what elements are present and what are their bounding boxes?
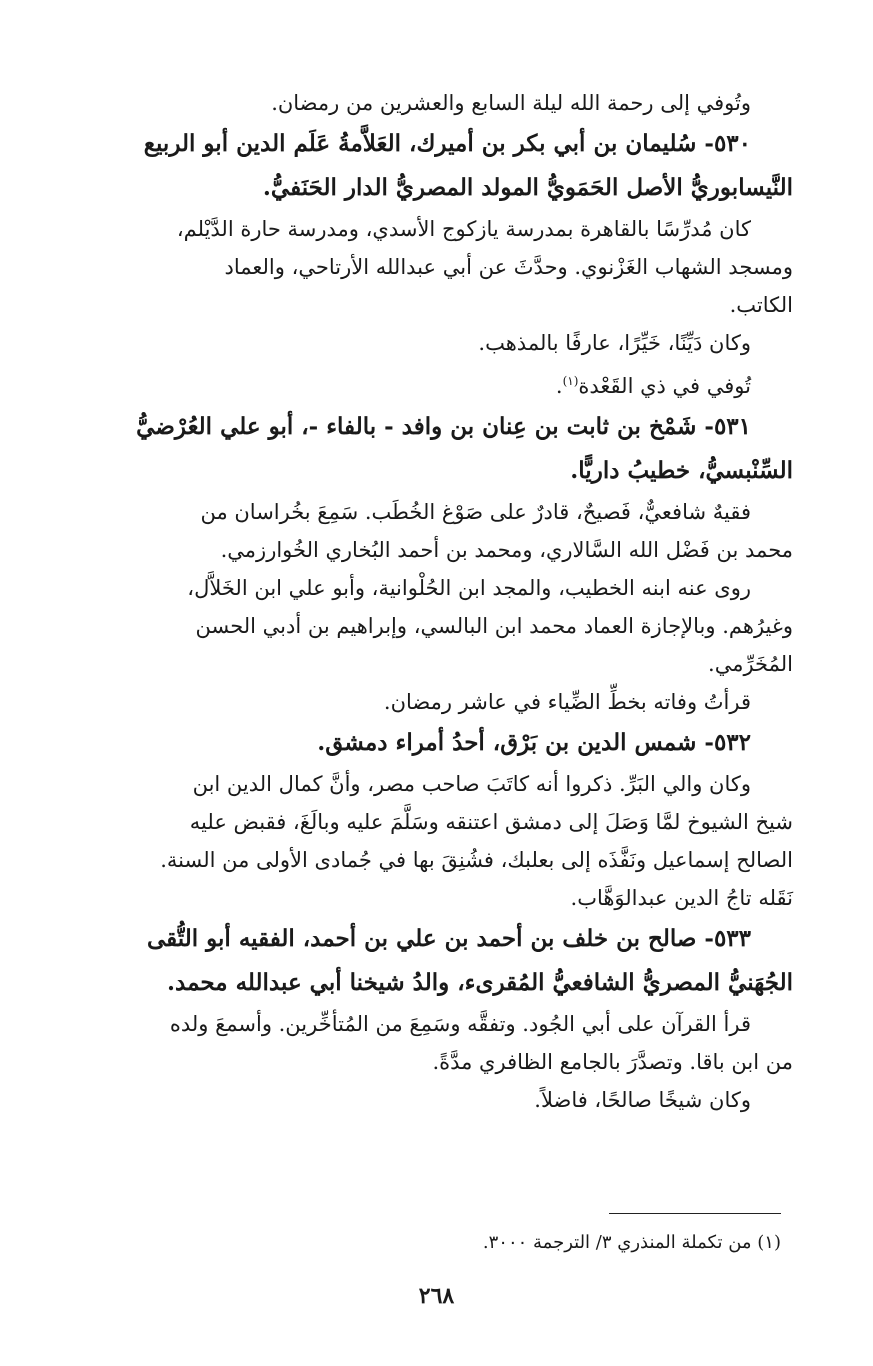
text-line: وكان دَيِّنًا، خَيِّرًا، عارفًا بالمذهب.: [478, 331, 751, 355]
entry-heading-531-cont: السِّنْبسيُّ، خطيبُ داريًّا.: [570, 457, 793, 484]
text-line: ومسجد الشهاب الغَزْنوي. وحدَّثَ عن أبي عبدالله الأرتاحي، والعماد: [224, 255, 793, 279]
footnote-divider: [609, 1213, 781, 1214]
text-line: وكان والي البَرِّ. ذكروا أنه كاتَبَ صاحب مصر، وأنَّ كمال الدين ابن: [192, 772, 751, 796]
entry-heading-533-cont: الجُهَنيُّ المصريُّ الشافعيُّ المُقرىء، والدُ شيخنا أبي عبدالله محمد.: [167, 969, 793, 996]
text-line: نَقَله تاجُ الدين عبدالوَهَّاب.: [570, 886, 793, 910]
text-line-with-footnote: [50, 362, 793, 405]
text-line: روى عنه ابنه الخطيب، والمجد ابن الحُلْوانية، وأبو علي ابن الخَلاَّل،: [187, 576, 751, 600]
footnote-marker: (١): [562, 374, 579, 388]
page-body: [50, 84, 793, 1119]
text-line: قرأ القرآن على أبي الجُود. وتفقَّه وسَمِعَ من المُتأخِّرين. وأسمعَ ولده: [169, 1012, 751, 1036]
text-line: قرأتُ وفاته بخطِّ الضِّياء في عاشر رمضان.: [383, 690, 751, 714]
entry-heading-530-cont: النَّيسابوريُّ الأصل الحَمَويُّ المولد المصريُّ الدار الحَنَفيُّ.: [262, 174, 793, 201]
text-segment: تُوفي في ذي القَعْدة: [578, 374, 751, 398]
footnote: (١) من تكملة المنذري ٣/ الترجمة ٣٠٠٠.: [482, 1232, 781, 1253]
entry-heading-533: ٥٣٣- صالح بن خلف بن أحمد بن علي بن أحمد، الفقيه أبو التُّقى: [146, 925, 751, 952]
text-line: كان مُدرِّسًا بالقاهرة بمدرسة يازكوج الأسدي، ومدرسة حارة الدَّيْلم،: [176, 217, 751, 241]
text-line: فقيهٌ شافعيٌّ، فَصيحٌ، قادرٌ على صَوْغ الخُطَب. سَمِعَ بخُراسان من: [200, 500, 751, 524]
text-line: وغيرُهم. وبالإجازة العماد محمد ابن البالسي، وإبراهيم بن أدبي الحسن: [195, 614, 793, 638]
text-line: وتُوفي إلى رحمة الله ليلة السابع والعشرين من رمضان.: [271, 91, 751, 115]
text-line: من ابن باقا. وتصدَّرَ بالجامع الظافري مدَّةً.: [432, 1050, 793, 1074]
text-line: الصالح إسماعيل ونَفَّذَه إلى بعلبك، فشُنِقَ بها في جُمادى الأولى من السنة.: [160, 848, 793, 872]
text-line: وكان شيخًا صالحًا، فاضلاً.: [534, 1088, 751, 1112]
page-number: ٢٦٨: [418, 1283, 455, 1309]
text-segment: .: [555, 374, 563, 398]
text-line: محمد بن فَضْل الله السَّالاري، ومحمد بن أحمد البُخاري الخُوارزمي.: [220, 538, 793, 562]
text-line: شيخ الشيوخ لمَّا وَصَلَ إلى دمشق اعتنقه وسَلَّمَ عليه وبالَغَ، فقبض عليه: [189, 810, 793, 834]
text-line: المُخَرِّمي.: [708, 652, 793, 676]
entry-heading-530: ٥٣٠- سُليمان بن أبي بكر بن أميرك، العَلاَّمةُ عَلَم الدين أبو الربيع: [143, 130, 751, 157]
entry-heading-531: ٥٣١- شَمْخ بن ثابت بن عِنان بن وافد - بالفاء -، أبو علي العُرْضيُّ: [136, 413, 751, 440]
entry-heading-532: ٥٣٢- شمس الدين بن بَرْق، أحدُ أمراء دمشق.: [317, 729, 751, 756]
text-line: الكاتب.: [729, 293, 793, 317]
